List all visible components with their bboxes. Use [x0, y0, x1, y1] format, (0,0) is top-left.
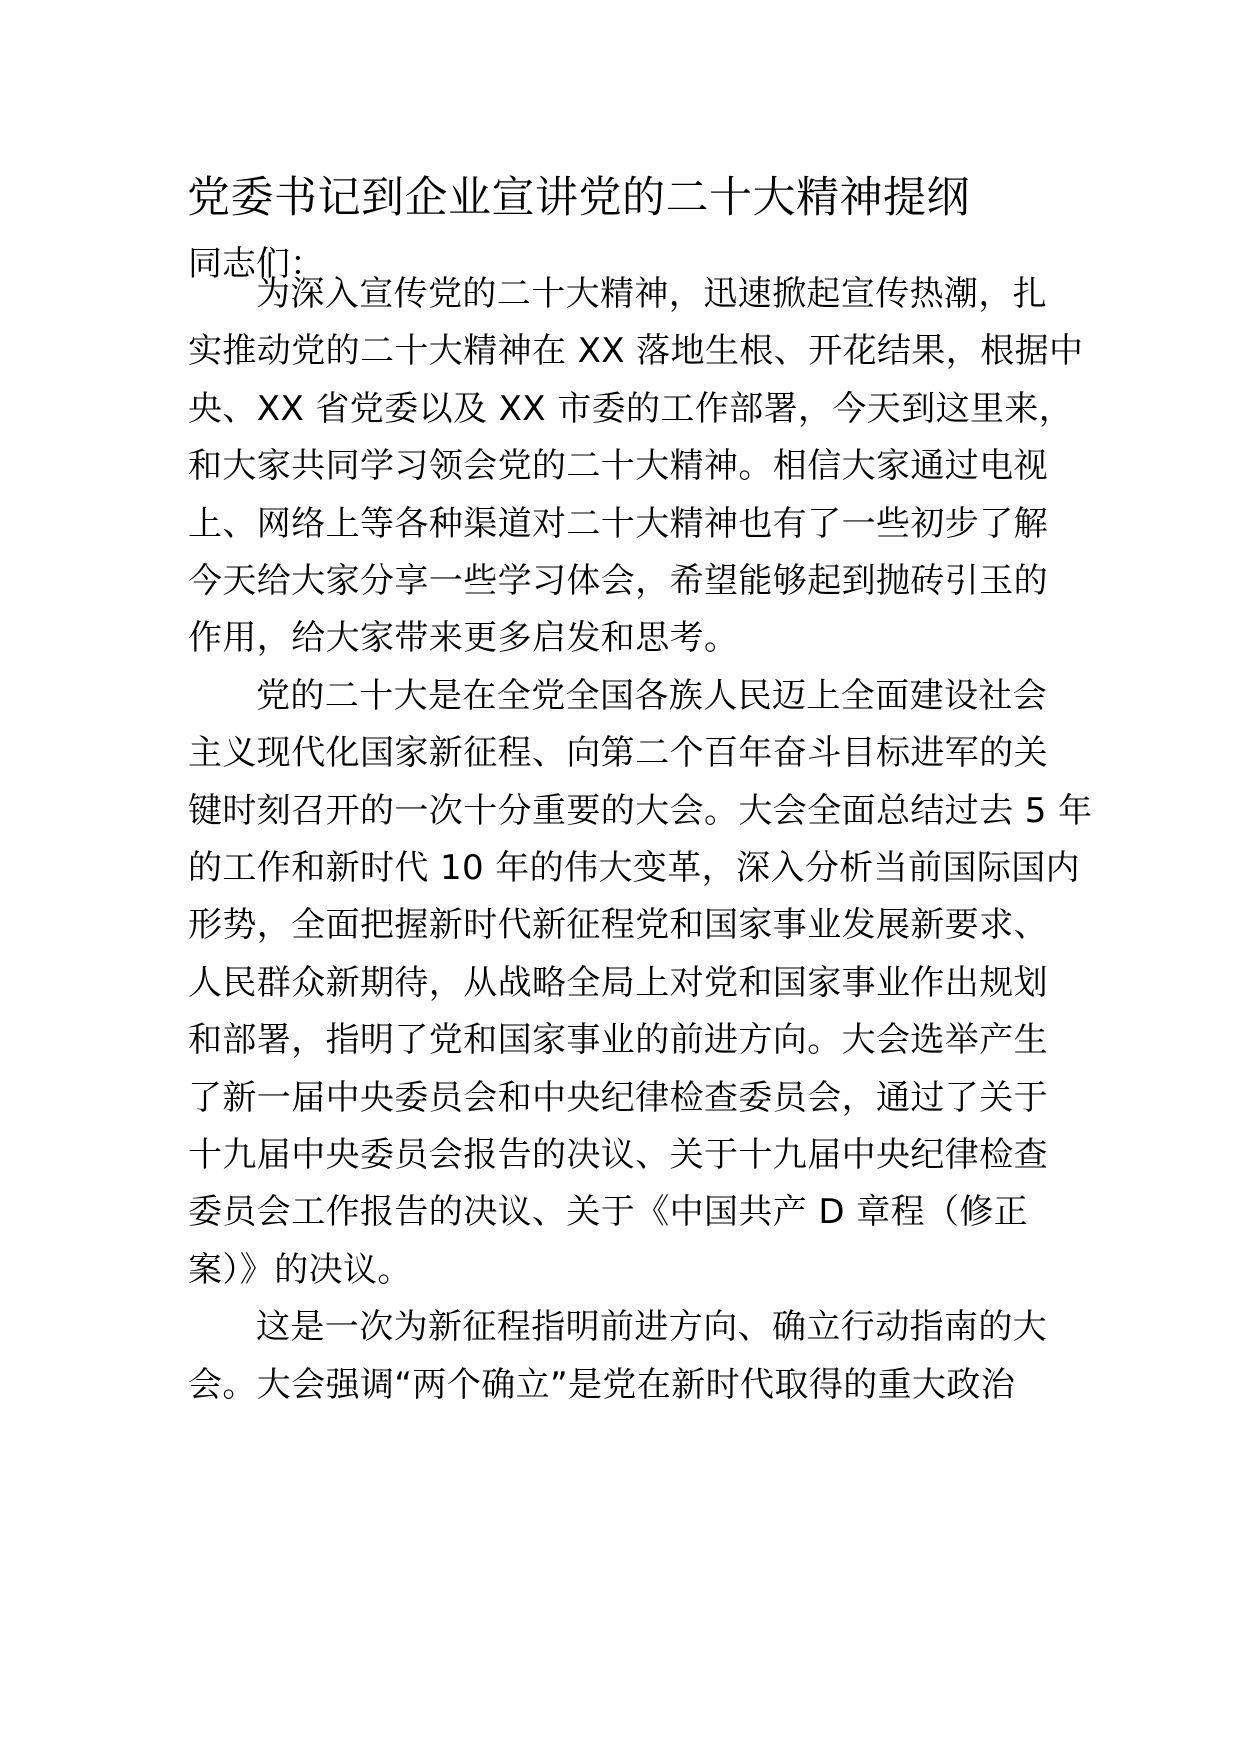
- salutation: 同志们：: [188, 244, 324, 284]
- body-line: 上、网络上等各种渠道对二十大精神也有了一些初步了解: [188, 504, 1048, 544]
- body-line: 键时刻召开的一次十分重要的大会。大会全面总结过去 5 年: [188, 791, 1093, 831]
- body-line: 十九届中央委员会报告的决议、关于十九届中央纪律检查: [188, 1135, 1048, 1175]
- body-line: 的工作和新时代 10 年的伟大变革，深入分析当前国际国内: [188, 848, 1081, 888]
- body-line: 形势，全面把握新时代新征程党和国家事业发展新要求、: [188, 905, 1048, 945]
- body-line: 这是一次为新征程指明前进方向、确立行动指南的大: [256, 1307, 1048, 1347]
- body-line: 了新一届中央委员会和中央纪律检查委员会，通过了关于: [188, 1078, 1048, 1118]
- document-title: 党委书记到企业宣讲党的二十大精神提纲: [187, 173, 970, 223]
- body-line: 会。大会强调“两个确立”是党在新时代取得的重大政治: [188, 1365, 1016, 1405]
- body-line: 和大家共同学习领会党的二十大精神。相信大家通过电视: [188, 446, 1048, 486]
- body-line: 为深入宣传党的二十大精神，迅速掀起宣传热潮，扎: [256, 274, 1048, 314]
- body-line: 今天给大家分享一些学习体会，希望能够起到抛砖引玉的: [188, 561, 1048, 601]
- body-line: 案）》的决议。: [188, 1250, 412, 1290]
- body-line: 主义现代化国家新征程、向第二个百年奋斗目标进军的关: [188, 733, 1048, 773]
- body-line: 人民群众新期待，从战略全局上对党和国家事业作出规划: [188, 963, 1048, 1003]
- body-line: 实推动党的二十大精神在 XX 落地生根、开花结果，根据中: [188, 331, 1084, 371]
- body-line: 委员会工作报告的决议、关于《中国共产 D 章程（修正: [188, 1192, 1029, 1232]
- body-line: 作用，给大家带来更多启发和思考。: [188, 618, 739, 658]
- body-line: 和部署，指明了党和国家事业的前进方向。大会选举产生: [188, 1020, 1048, 1060]
- body-line: 党的二十大是在全党全国各族人民迈上全面建设社会: [256, 676, 1048, 716]
- body-line: 央、XX 省党委以及 XX 市委的工作部署，今天到这里来，: [188, 389, 1074, 429]
